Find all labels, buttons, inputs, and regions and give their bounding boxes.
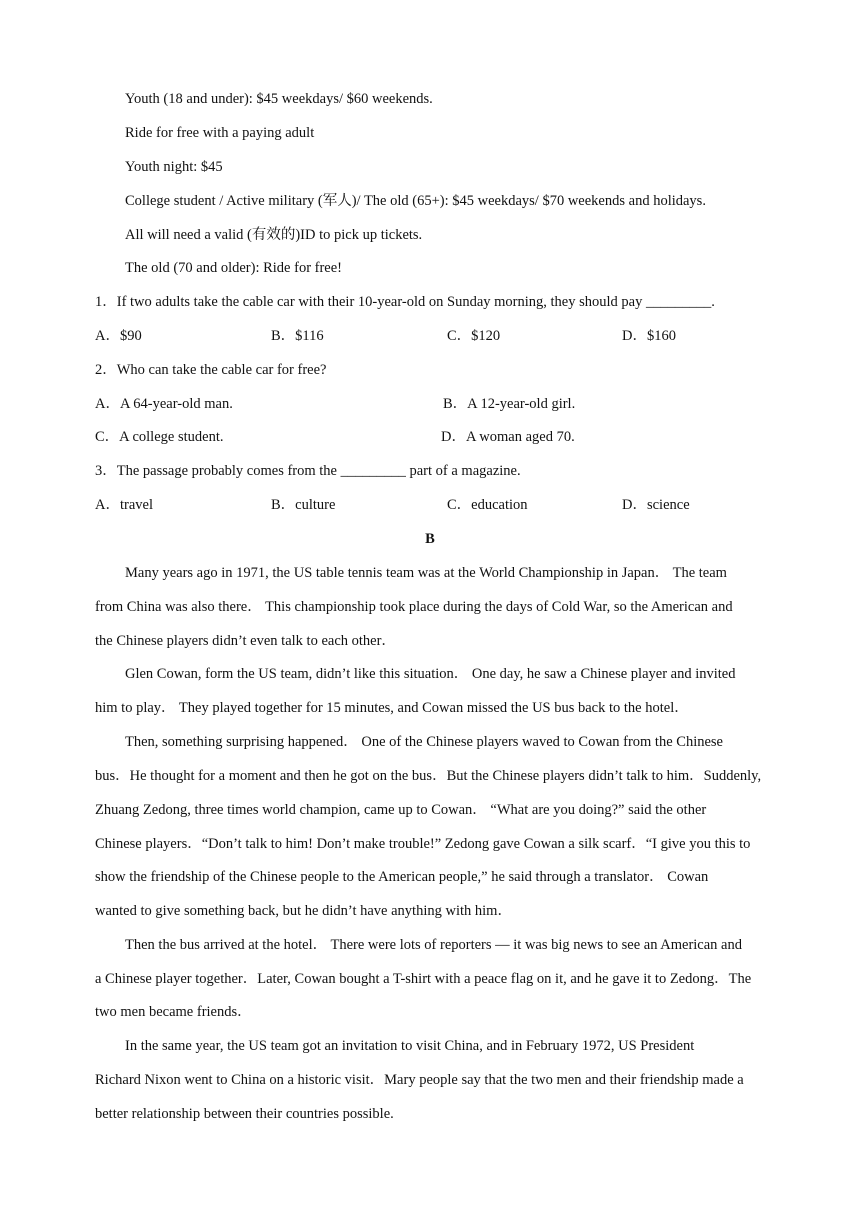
passage-line: show the friendship of the Chinese people to the American people,” he said through a translator． Cowan: [95, 869, 709, 885]
price-line-college-military-old: College student / Active military (军人)/ The old (65+): $45 weekdays/ $70 weekends and holidays.: [125, 193, 706, 209]
passage-line: better relationship between their countries possible.: [95, 1106, 394, 1122]
passage-line: Then the bus arrived at the hotel． There were lots of reporters — it was big news to see an American and: [125, 937, 742, 953]
price-line-youth-night: Youth night: $45: [125, 159, 223, 175]
question-1-option-d: D．$160: [622, 328, 676, 344]
question-3-option-a: A．travel: [95, 497, 153, 513]
passage-line: two men became friends．: [95, 1004, 252, 1020]
passage-line: Zhuang Zedong, three times world champion, came up to Cowan． “What are you doing?” said the other: [95, 802, 707, 818]
question-2-option-b: B．A 12-year-old girl.: [443, 396, 576, 412]
passage-line: a Chinese player together．Later, Cowan bought a T-shirt with a peace flag on it, and he gave it to Zedong．The: [95, 971, 752, 987]
question-3-stem: 3．The passage probably comes from the _________ part of a magazine.: [95, 463, 521, 479]
price-line-youth: Youth (18 and under): $45 weekdays/ $60 weekends.: [125, 91, 433, 107]
question-3-option-d: D．science: [622, 497, 690, 513]
passage-line: from China was also there． This championship took place during the days of Cold War, so the American and: [95, 599, 733, 615]
question-3-option-c: C．education: [447, 497, 528, 513]
price-line-free-with-adult: Ride for free with a paying adult: [125, 125, 315, 141]
question-2-stem: 2．Who can take the cable car for free?: [95, 362, 327, 378]
passage-line: bus．He thought for a moment and then he got on the bus．But the Chinese players didn’t talk to him．Suddenly,: [95, 768, 762, 784]
price-line-old-free: The old (70 and older): Ride for free!: [125, 260, 343, 276]
question-1-stem: 1．If two adults take the cable car with their 10-year-old on Sunday morning, they should pay _________.: [95, 294, 715, 310]
section-b-heading: B: [425, 531, 435, 547]
passage-line: Richard Nixon went to China on a historic visit．Mary people say that the two men and their friendship made a: [95, 1072, 744, 1088]
price-line-valid-id: All will need a valid (有效的)ID to pick up tickets.: [125, 227, 423, 243]
question-2-option-d: D．A woman aged 70.: [441, 429, 575, 445]
passage-line: In the same year, the US team got an invitation to visit China, and in February 1972, US President: [125, 1038, 695, 1054]
passage-line: Many years ago in 1971, the US table tennis team was at the World Championship in Japan． The team: [125, 565, 727, 581]
passage-line: Then, something surprising happened． One of the Chinese players waved to Cowan from the Chinese: [125, 734, 723, 750]
question-3-option-b: B．culture: [271, 497, 336, 513]
question-2-option-c: C．A college student.: [95, 429, 224, 445]
passage-line: wanted to give something back, but he didn’t have anything with him．: [95, 903, 512, 919]
passage-line: him to play． They played together for 15 minutes, and Cowan missed the US bus back to the hotel．: [95, 700, 689, 716]
question-2-option-a: A．A 64-year-old man.: [95, 396, 233, 412]
passage-line: the Chinese players didn’t even talk to each other．: [95, 633, 396, 649]
question-1-option-a: A．$90: [95, 328, 142, 344]
question-1-option-c: C．$120: [447, 328, 501, 344]
passage-line: Glen Cowan, form the US team, didn’t like this situation． One day, he saw a Chinese player and invited: [125, 666, 736, 682]
passage-line: Chinese players．“Don’t talk to him! Don’t make trouble!” Zedong gave Cowan a silk scarf．“I give you this to: [95, 836, 751, 852]
question-1-option-b: B．$116: [271, 328, 324, 344]
